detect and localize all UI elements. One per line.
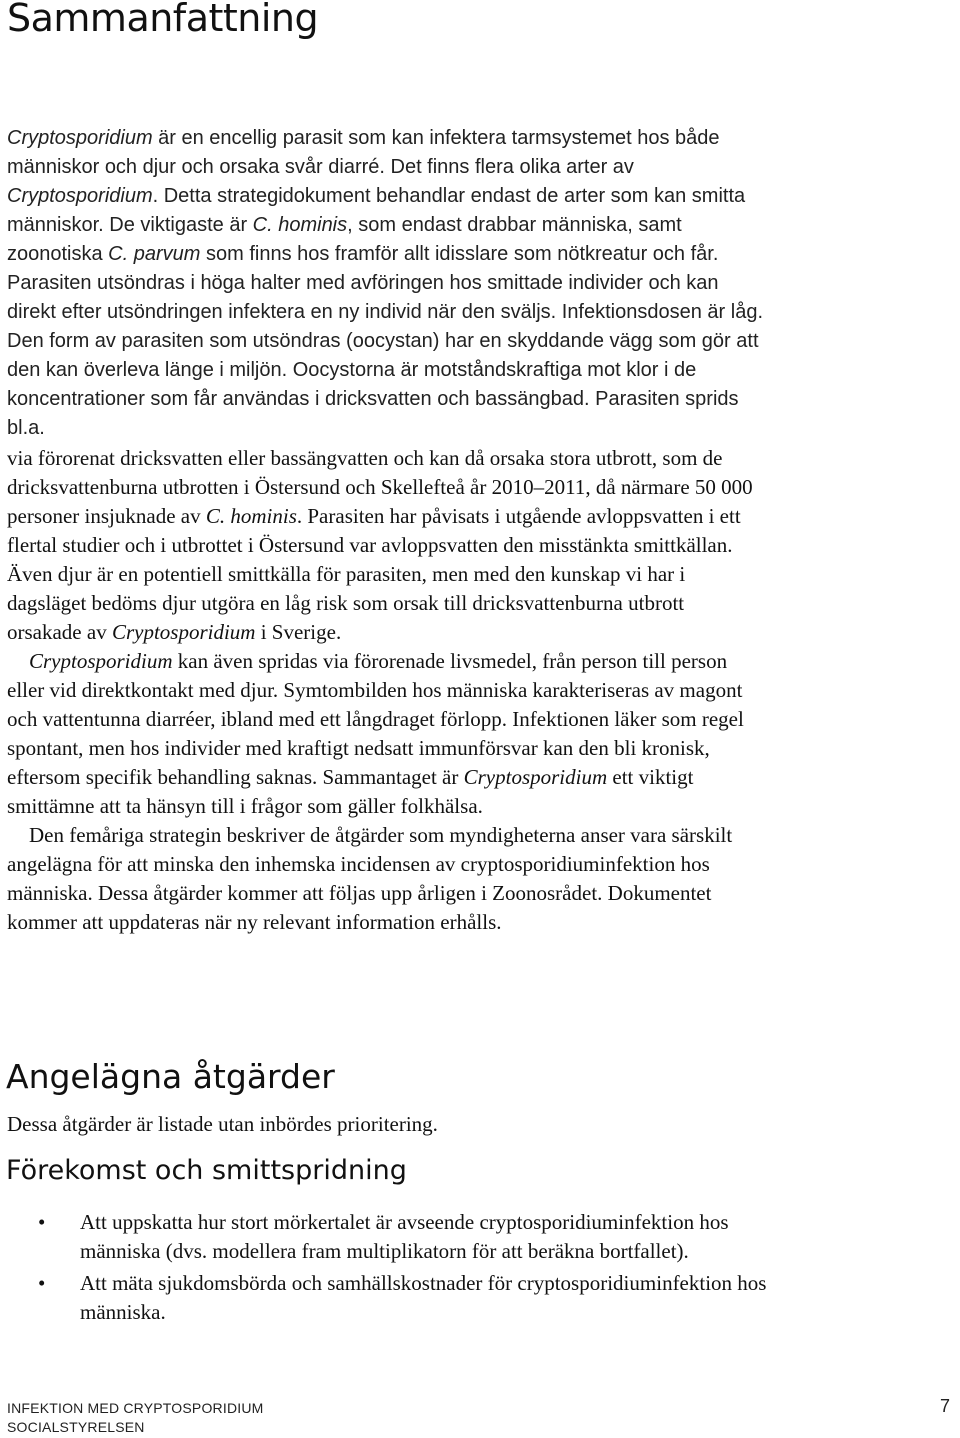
summary-paragraph-2: [7, 444, 762, 647]
text-run: ett viktigt smittämne att ta hänsyn till i frågor som gäller folkhälsa.: [7, 765, 694, 818]
summary-paragraph-3: [7, 647, 762, 821]
italic-term: C. hominis: [252, 214, 348, 236]
section-heading: Angelägna åtgärder: [6, 1057, 335, 1096]
italic-term: Cryptosporidium: [7, 185, 153, 207]
italic-term: Cryptosporidium: [7, 127, 153, 149]
text-run: . Parasiten har påvisats i utgående avloppsvatten i ett flertal studier och i utbrottet i Östersund var avloppsvatten den misstänkta smittkällan. Även djur är en potentiell smittkälla för parasiten, men med den kunskap vi har i dagsläget bedöms djur utgöra en låg risk som orsak till dricksvattenburna utbrott orsakade av: [7, 504, 741, 644]
text-run: i Sverige.: [255, 620, 342, 644]
list-item: [0, 1269, 780, 1327]
summary-paragraph-1-text: [7, 127, 763, 439]
text-run: kan även spridas via förorenade livsmedel, från person till person eller vid direktkontakt med djur. Symtombilden hos människa karakteriseras av magont och vattentunna diarréer, ibland med ett långdraget förlopp. Infektionen läker som regel spontant, men hos individer med kraftigt nedsatt immunförsvar kan den bli kronisk, eftersom specifik behandling saknas. Sammantaget är: [7, 649, 744, 789]
subsection-heading: Förekomst och smittspridning: [6, 1155, 407, 1186]
summary-continuation: [7, 444, 762, 937]
text-run: Den femåriga strategin beskriver de åtgärder som myndigheterna anser vara särskilt angelägna för att minska den inhemska incidensen av cryptosporidiuminfektion hos människa. Dessa åtgärder kommer att följas upp årligen i Zoonosrådet. Dokumentet kommer att uppdateras när ny relevant information erhålls.: [7, 823, 733, 934]
footer-publisher: SOCIALSTYRELSEN: [7, 1419, 145, 1435]
summary-paragraph-4: [7, 821, 762, 937]
italic-term: C. hominis: [205, 504, 297, 528]
italic-term: Cryptosporidium: [29, 649, 173, 673]
footer-title: INFEKTION MED CRYPTOSPORIDIUM: [7, 1400, 264, 1416]
text-run: , som endast drabbar människa, samt zoonotiska: [7, 214, 682, 265]
bullet-icon: •: [38, 1210, 46, 1234]
text-run: . Detta strategidokument behandlar endast de arter som kan smitta människor. De viktigaste är: [7, 185, 746, 236]
list-item-text: Att mäta sjukdomsbörda och samhällskostnader för cryptosporidiuminfektion hos människa.: [80, 1271, 767, 1324]
page-number: 7: [940, 1396, 951, 1416]
bullet-icon: •: [38, 1271, 46, 1295]
section-intro: Dessa åtgärder är listade utan inbördes prioritering.: [7, 1112, 438, 1136]
text-run: är en encellig parasit som kan infektera tarmsystemet hos både människor och djur och orsaka svår diarré. Det finns flera olika arter av: [7, 127, 720, 178]
italic-term: C. parvum: [108, 243, 201, 265]
text-run: via förorenat dricksvatten eller bassängvatten och kan då orsaka stora utbrott, som de dricksvattenburna utbrotten i Östersund och Skellefteå år 2010–2011, då närmare 50 000 personer insjuknade av: [7, 446, 753, 528]
list-item: [0, 1208, 780, 1266]
summary-paragraph-1: [7, 124, 767, 443]
italic-term: Cryptosporidium: [111, 620, 256, 644]
list-item-text: Att uppskatta hur stort mörkertalet är avseende cryptosporidiuminfektion hos människa (dvs. modellera fram multiplikatorn för att beräkna bortfallet).: [80, 1210, 729, 1263]
bullet-list: [0, 1208, 780, 1330]
page-title: Sammanfattning: [7, 0, 319, 40]
footer: [7, 1399, 264, 1437]
italic-term: Cryptosporidium: [463, 765, 608, 789]
text-run: som finns hos framför allt idisslare som nötkreatur och får. Parasiten utsöndras i höga halter med avföringen hos smittade individer och kan direkt efter utsöndringen infektera en ny individ när den sväljs. Infektionsdosen är låg. Den form av parasiten som utsöndras (oocystan) har en skyddande vägg som gör att den kan överleva länge i miljön. Oocystorna är motståndskraftiga mot klor i de koncentrationer som får användas i dricksvatten och bassängbad. Parasiten sprids bl.a.: [7, 243, 763, 439]
